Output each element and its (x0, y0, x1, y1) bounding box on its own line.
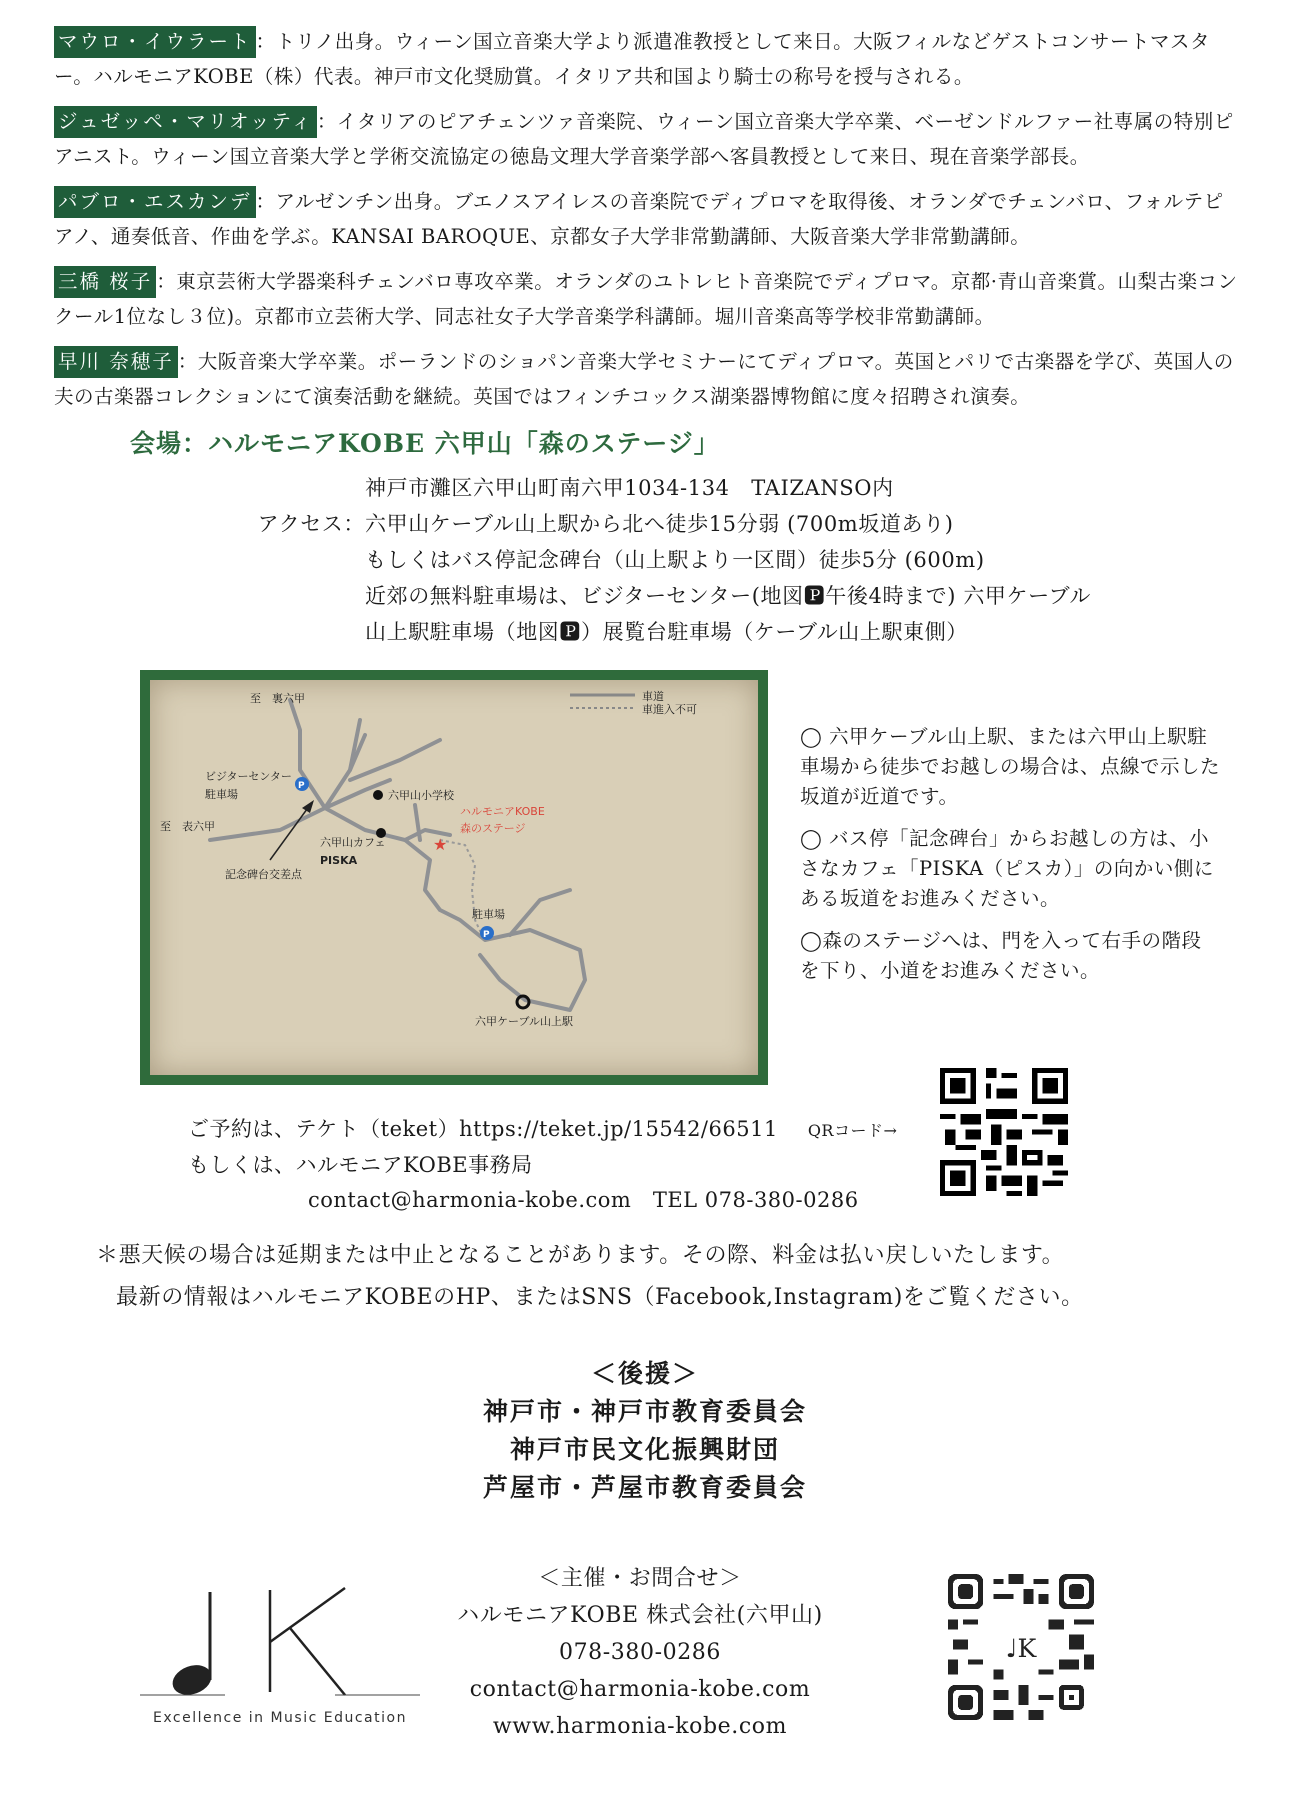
bio-escande (54, 184, 1239, 254)
cable-station-label: 六甲ケーブル山上駅 (475, 1015, 574, 1028)
access-map (140, 670, 768, 1085)
bio-text: ：イタリアのピアチェンツァ音楽院、ウィーン国立音楽大学卒業、ベーゼンドルファー社専属の特別ピアニスト。ウィーン国立音楽大学と学術交流協定の徳島文理大学音楽学部へ客員教授として来日、現在音楽学部長。 (54, 110, 1234, 168)
bio-text: ：大阪音楽大学卒業。ポーランドのショパン音楽大学セミナーにてディプロマ。英国とパリで古楽器を学び、英国人の夫の古楽器コレクションにて演奏活動を継続。英国ではフィンチコックス湖楽器博物館に度々招聘され演奏。 (54, 350, 1234, 408)
bio-mitsuhashi (54, 264, 1239, 334)
bio-name: マウロ・イウラート (54, 26, 256, 58)
weather-warning (96, 1235, 1084, 1319)
access-notes (800, 722, 1220, 998)
jk-logo-mark (140, 1580, 420, 1705)
bio-text: ：東京芸術大学器楽科チェンバロ専攻卒業。オランダのユトレヒト音楽院でディプロマ。京都·青山音楽賞。山梨古楽コンクール1位なし３位)。京都市立芸術大学、同志社女子大学音楽学科講師。堀川音楽高等学校非常勤講師。 (54, 270, 1238, 328)
bio-text: ：トリノ出身。ウィーン国立音楽大学より派遣准教授として来日。大阪フィルなどゲストコンサートマスター。ハルモニアKOBE（株）代表。神戸市文化奨励賞。イタリア共和国より騎士の称号を授与される。 (54, 30, 1211, 88)
roads (210, 700, 585, 1010)
bio-text: ：アルゼンチン出身。ブエノスアイレスの音楽院でディプロマを取得後、オランダでチェンバロ、フォルテピアノ、通奏低音、作曲を学ぶ。KANSAI BAROQUE、京都女子大学非常勤講師、大阪音楽大学非常勤講師。 (54, 190, 1224, 248)
bio-hayakawa (54, 344, 1239, 414)
legend-no-entry: 車進入不可 (642, 703, 697, 716)
school-dot (373, 790, 383, 800)
note-item: ◯ バス停「記念碑台」からお越しの方は、小さなカフェ「PISKA（ピスカ）」の向かい側にある坂道をお進みください。 (800, 827, 1214, 910)
support-line-2: 神戸市民文化振興財団 (509, 1435, 780, 1464)
organizer-web[interactable]: www.harmonia-kobe.com (492, 1714, 788, 1739)
organizer-heading: ＜主催・お問合せ＞ (538, 1566, 742, 1591)
website-qr-code[interactable] (948, 1574, 1094, 1720)
school-label: 六甲山小学校 (388, 789, 454, 802)
support-line-1: 神戸市・神戸市教育委員会 (482, 1397, 807, 1426)
legend-road: 車道 (642, 690, 664, 703)
access-label: アクセス： (257, 512, 365, 536)
reserve-line-2: もしくは、ハルモニアKOBE事務局 (188, 1153, 533, 1177)
venue-details (245, 470, 1091, 650)
visitor-center-label: ビジターセンター (205, 770, 292, 783)
bio-name: パブロ・エスカンデ (54, 186, 256, 218)
bio-name: 早川 奈穂子 (54, 346, 178, 378)
to-urarokko: 至 裏六甲 (250, 692, 305, 705)
visitor-parking-label: 駐車場 (205, 788, 238, 801)
parking-label: 駐車場 (472, 908, 505, 921)
reserve-line-3[interactable]: contact@harmonia-kobe.com TEL 078-380-0286 (308, 1188, 859, 1212)
reserve-line-1[interactable]: ご予約は、テケト（teket）https://teket.jp/15542/66511 (188, 1117, 778, 1141)
venue-map-stage: 森のステージ (460, 822, 526, 835)
to-omoterokko: 至 表六甲 (160, 820, 215, 833)
note-item: ◯ 六甲ケーブル山上駅、または六甲山上駅駐車場から徒歩でお越しの場合は、点線で示した坂道が近道です。 (800, 725, 1221, 808)
parking-line-2: 山上駅駐車場（地図🅿）展覧台駐車場（ケーブル山上駅東側） (365, 620, 968, 644)
kinenhi-label: 記念碑台交差点 (225, 868, 302, 881)
qr-logo-mark: ♩K (1005, 1634, 1037, 1664)
access-line-1: 六甲山ケーブル山上駅から北へ徒歩15分弱 (700m坂道あり) (365, 512, 954, 536)
reservation-info (188, 1112, 897, 1218)
supporters (0, 1355, 1290, 1507)
parking-symbol-2: P (483, 930, 490, 940)
parking-symbol: P (298, 781, 305, 791)
access-line-2: もしくはバス停記念碑台（山上駅より一区間）徒歩5分 (600m) (365, 548, 985, 572)
performer-bios (54, 24, 1239, 424)
qr-label: QRコード→ (807, 1121, 898, 1140)
map-drawing (150, 680, 758, 1075)
support-heading: ＜後援＞ (590, 1359, 699, 1388)
bio-iurato (54, 24, 1239, 94)
parking-line-1: 近郊の無料駐車場は、ビジターセンター(地図🅿午後4時まで) 六甲ケーブル (365, 584, 1092, 608)
organizer-info (400, 1560, 880, 1745)
warning-line-1: ＊悪天候の場合は延期または中止となることがあります。その際、料金は払い戻しいたします。 (96, 1243, 1065, 1268)
venue-star-icon: ★ (433, 835, 448, 854)
bio-name: ジュゼッペ・マリオッティ (54, 106, 317, 138)
organizer-tel[interactable]: 078-380-0286 (558, 1640, 722, 1665)
organizer-email[interactable]: contact@harmonia-kobe.com (469, 1677, 811, 1702)
kinenhi-arrow-head (302, 800, 314, 813)
cafe-label: 六甲山カフェ (320, 836, 386, 849)
logo-tagline: Excellence in Music Education (153, 1710, 407, 1726)
venue-map-label: ハルモニアKOBE (460, 805, 545, 818)
venue-address: 神戸市灘区六甲山町南六甲1034-134 TAIZANSO内 (365, 476, 894, 500)
organizer-company: ハルモニアKOBE 株式会社(六甲山) (457, 1603, 823, 1628)
bio-name: 三橋 桜子 (54, 266, 156, 298)
reservation-qr-code[interactable] (940, 1068, 1068, 1196)
support-line-3: 芦屋市・芦屋市教育委員会 (482, 1473, 807, 1502)
bio-mariotti (54, 104, 1239, 174)
warning-line-2: 最新の情報はハルモニアKOBEのHP、またはSNS（Facebook,Instagram)をご覧ください。 (116, 1285, 1084, 1310)
cafe-name: PISKA (320, 854, 358, 867)
venue-title: 会場：ハルモニアKOBE 六甲山「森のステージ」 (130, 429, 720, 458)
note-item: ◯森のステージへは、門を入って右手の階段を下り、小道をお進みください。 (800, 929, 1202, 982)
harmonia-logo (140, 1580, 420, 1730)
